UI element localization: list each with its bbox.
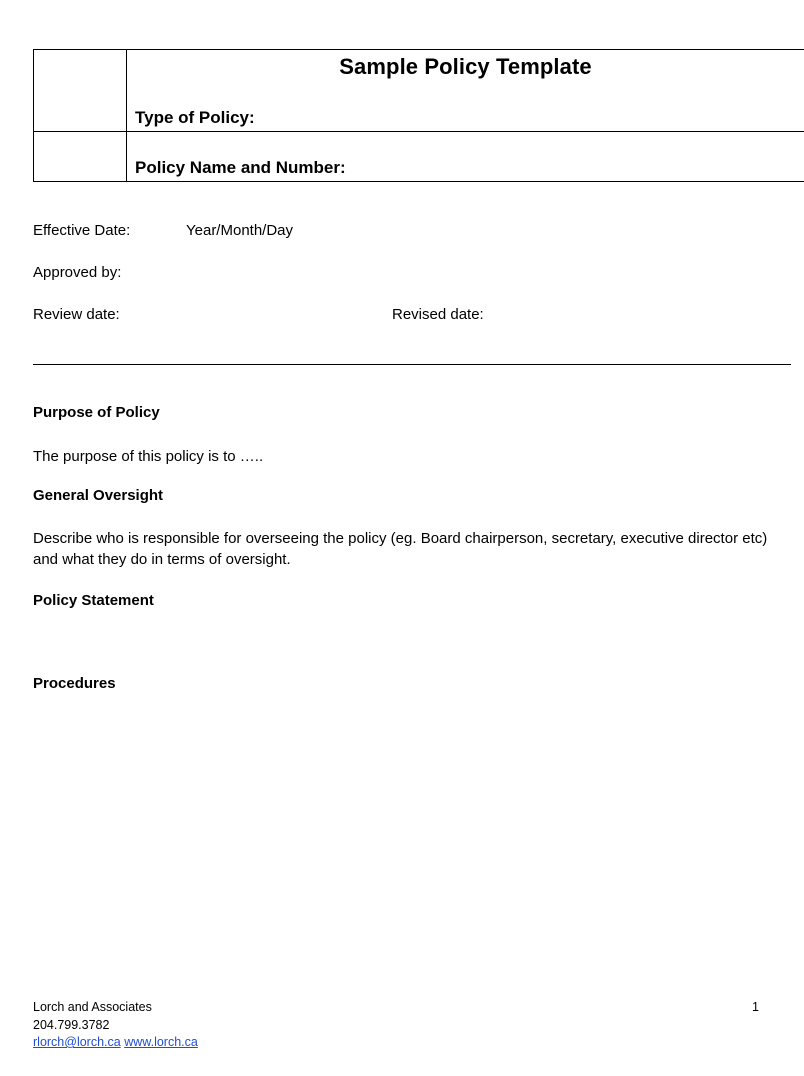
oversight-heading: General Oversight [33, 487, 164, 504]
approved-by-label: Approved by: [33, 264, 122, 281]
header-table [33, 49, 804, 182]
document-title: Sample Policy Template [339, 54, 592, 79]
purpose-heading: Purpose of Policy [33, 404, 160, 421]
procedures-heading: Procedures [33, 675, 116, 692]
footer-phone: 204.799.3782 [33, 1018, 110, 1032]
footer-email-link[interactable]: rlorch@lorch.ca [33, 1035, 121, 1049]
footer-links [33, 1035, 198, 1049]
review-date-label: Review date: [33, 306, 120, 323]
oversight-text [33, 528, 803, 570]
page-number: 1 [752, 1000, 759, 1014]
policy-statement-heading: Policy Statement [33, 592, 154, 609]
oversight-text-line-2: and what they do in terms of oversight. [33, 551, 291, 568]
footer-company: Lorch and Associates [33, 1000, 152, 1014]
revised-date-label: Revised date: [392, 306, 484, 323]
horizontal-rule [33, 364, 791, 365]
footer-website-link[interactable]: www.lorch.ca [124, 1035, 198, 1049]
purpose-text: The purpose of this policy is to ….. [33, 448, 264, 465]
oversight-text-line-1: Describe who is responsible for overseeing the policy (eg. Board chairperson, secretary, executive director etc) [33, 530, 768, 547]
policy-name-number-label: Policy Name and Number: [135, 158, 346, 177]
effective-date-value: Year/Month/Day [186, 222, 294, 239]
table-row-divider [34, 131, 804, 132]
effective-date-label: Effective Date: [33, 222, 131, 239]
type-of-policy-label: Type of Policy: [135, 108, 255, 127]
